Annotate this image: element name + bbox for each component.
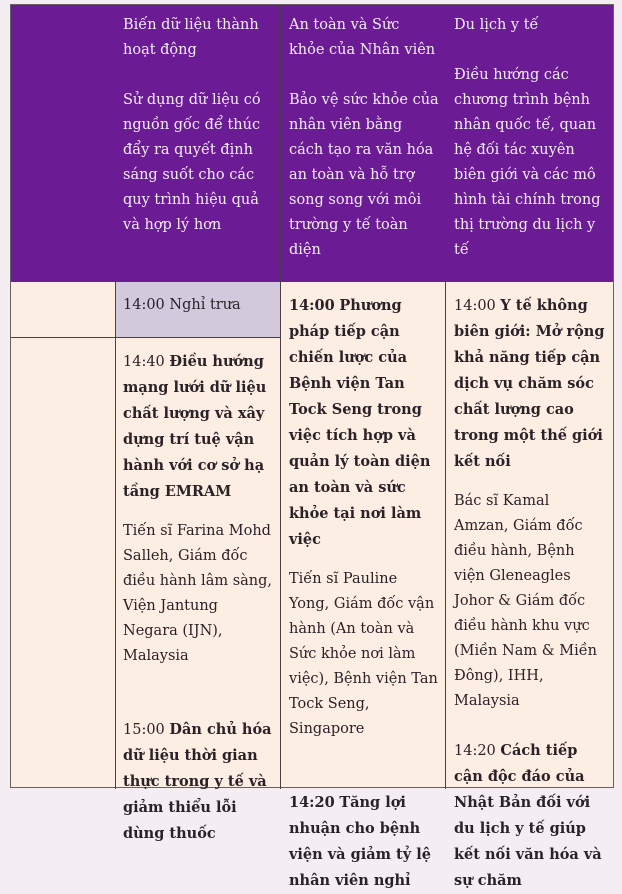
column-divider bbox=[280, 5, 281, 789]
session-time: 14:20 bbox=[454, 743, 496, 759]
session-title: Tăng lợi nhuận cho bệnh viện và giảm tỷ lệ nhân viên nghỉ bbox=[289, 794, 431, 889]
session-time: 14:20 bbox=[289, 794, 335, 811]
header-col2-title: An toàn và Sức khỏe của Nhân viên bbox=[289, 17, 436, 58]
session-col3-1 bbox=[454, 293, 606, 475]
header-col2 bbox=[289, 13, 439, 263]
header-col3-desc: Điều hướng các chương trình bệnh nhân quốc tế, quan hệ đối tác xuyên biên giới và các mô hình tài chính trong thị trường du lịch y tế bbox=[454, 67, 601, 258]
session-time: 15:00 bbox=[123, 722, 165, 738]
session-col1-1 bbox=[123, 349, 273, 505]
header-col1 bbox=[123, 13, 273, 238]
header-col2-desc: Bảo vệ sức khỏe của nhân viên bằng cách tạo ra văn hóa an toàn và hỗ trợ song song với môi trường y tế toàn diện bbox=[289, 92, 439, 258]
session-col2-2 bbox=[289, 790, 439, 894]
session-title: Cách tiếp cận độc đáo của Nhật Bản đối với du lịch y tế giúp kết nối văn hóa và sự chăm bbox=[454, 742, 602, 889]
header-col3-title: Du lịch y tế bbox=[454, 17, 539, 33]
col3-sessions bbox=[454, 293, 606, 894]
session-time: 14:40 bbox=[123, 354, 165, 370]
session-time: 14:00 bbox=[454, 298, 496, 314]
col1-sessions bbox=[123, 349, 273, 847]
session-speaker: Tiến sĩ Pauline Yong, Giám đốc vận hành (An toàn và Sức khỏe nơi làm việc), Bệnh viện Tan Tock Seng, Singapore bbox=[289, 571, 438, 737]
session-time: 14:00 bbox=[289, 297, 335, 314]
session-speaker: Tiến sĩ Farina Mohd Salleh, Giám đốc điều hành lâm sàng, Viện Jantung Negara (IJN), Malaysia bbox=[123, 523, 273, 664]
column-divider bbox=[445, 5, 446, 789]
row-divider bbox=[11, 337, 115, 338]
session-col1-2 bbox=[123, 717, 273, 847]
agenda-table bbox=[10, 4, 614, 889]
session-speaker: Bác sĩ Kamal Amzan, Giám đốc điều hành, Bệnh viện Gleneagles Johor & Giám đốc điều hành khu vực (Miền Nam & Miền Đông), IHH, Malaysia bbox=[454, 493, 597, 709]
lunch-divider bbox=[115, 337, 280, 338]
session-col3-2 bbox=[454, 738, 606, 894]
session-title: Điều hướng mạng lưới dữ liệu chất lượng và xây dựng trí tuệ vận hành với cơ sở hạ tầng EMRAM bbox=[123, 353, 267, 500]
header-col1-desc: Sử dụng dữ liệu có nguồn gốc để thúc đẩy ra quyết định sáng suốt cho các quy trình hiệu quả và hợp lý hơn bbox=[123, 92, 261, 233]
header-divider bbox=[11, 281, 613, 282]
header-col3 bbox=[454, 13, 606, 263]
header-col1-title: Biến dữ liệu thành hoạt động bbox=[123, 17, 259, 58]
session-col2-1 bbox=[289, 293, 439, 553]
session-title: Dân chủ hóa dữ liệu thời gian thực trong y tế và giảm thiểu lỗi dùng thuốc bbox=[123, 721, 272, 842]
session-title: Y tế không biên giới: Mở rộng khả năng tiếp cận dịch vụ chăm sóc chất lượng cao trong một thế giới kết nối bbox=[454, 297, 605, 470]
lunch-label: 14:00 Nghỉ trưa bbox=[123, 297, 241, 313]
session-title: Phương pháp tiếp cận chiến lược của Bệnh viện Tan Tock Seng trong việc tích hợp và quản lý toàn diện an toàn và sức khỏe tại nơi làm việc bbox=[289, 297, 431, 548]
column-divider bbox=[115, 5, 116, 789]
col2-sessions bbox=[289, 293, 439, 894]
